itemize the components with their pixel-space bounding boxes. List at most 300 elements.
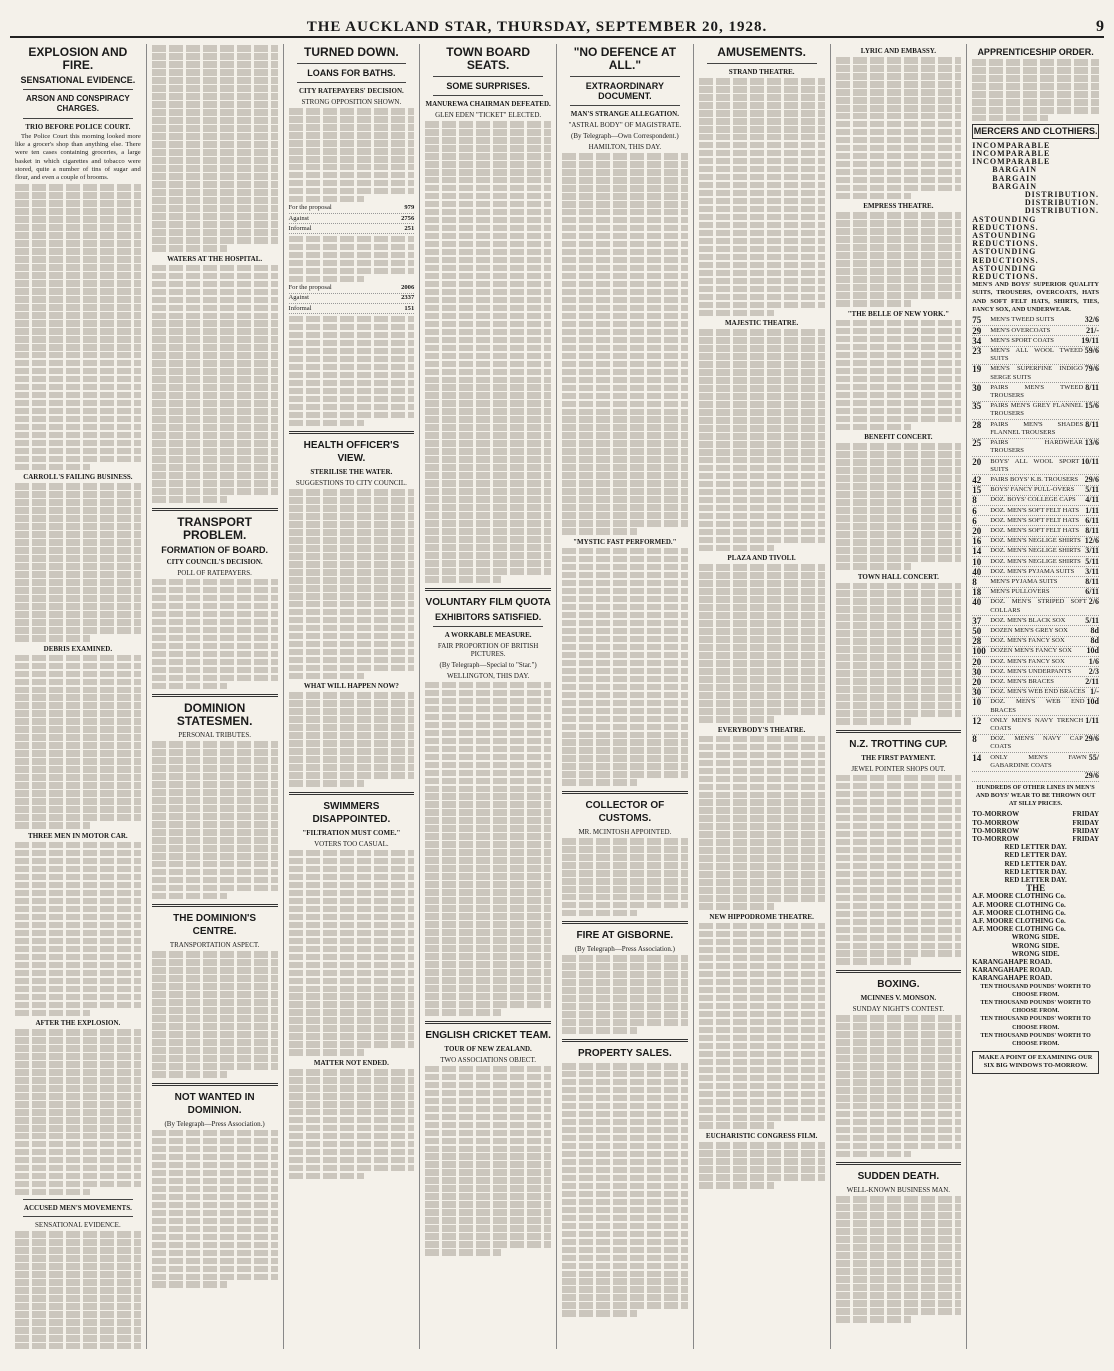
ad-item-desc: DOZ. MEN'S FANCY SOX <box>990 637 1065 645</box>
body-text-line <box>289 180 415 187</box>
body-text-line <box>425 762 551 769</box>
body-text-line <box>836 1308 962 1315</box>
body-text-line <box>152 384 278 391</box>
body-text-line <box>699 971 825 978</box>
body-text-line <box>699 409 825 416</box>
body-text-line <box>699 588 825 595</box>
body-text-line <box>15 1010 90 1017</box>
body-text-line <box>562 225 688 232</box>
body-text-line <box>15 710 141 717</box>
body-text-line <box>836 1196 962 1203</box>
body-text-line <box>15 1077 141 1084</box>
ad-item-desc: DOZEN MEN'S FANCY SOX <box>990 647 1072 655</box>
headline-amusements: AMUSEMENTS. <box>717 45 806 59</box>
body-text-line <box>152 861 278 868</box>
body-text-line <box>836 823 962 830</box>
section-carroll: CARROLL'S FAILING BUSINESS. <box>23 473 133 482</box>
body-text-line <box>425 456 551 463</box>
section-debris: DEBRIS EXAMINED. <box>43 644 113 653</box>
body-text-line <box>699 206 825 213</box>
ad-item <box>972 420 1099 438</box>
body-text-line <box>15 898 141 905</box>
ad-item-price: 21/- <box>1086 325 1099 335</box>
body-text-line <box>699 744 825 751</box>
body-text-line <box>836 244 962 251</box>
body-text-line <box>152 101 278 108</box>
body-text-line <box>425 416 551 423</box>
body-text-line <box>699 449 825 456</box>
body-text-line <box>562 620 688 627</box>
body-text-line <box>152 488 278 495</box>
body-text-line <box>699 537 825 544</box>
body-text-line <box>15 200 141 207</box>
body-text-line <box>836 1119 962 1126</box>
body-text-line <box>15 1141 141 1148</box>
body-text-line <box>836 622 962 629</box>
body-text-line <box>699 620 825 627</box>
body-text-line <box>562 987 688 994</box>
body-text-line <box>15 192 141 199</box>
ad-item-price: 6/11 <box>1085 587 1099 597</box>
body-text-line <box>152 265 278 272</box>
poll-label: Against <box>288 294 310 302</box>
body-text-line <box>562 1079 688 1086</box>
body-text-line <box>562 971 688 978</box>
body-text-line <box>699 505 825 512</box>
ad-item <box>972 677 1099 687</box>
body-text-line <box>425 1249 500 1256</box>
headline-gisborne: FIRE AT GISBORNE. <box>576 930 674 942</box>
body-text-line <box>15 922 141 929</box>
body-text-line <box>562 1159 688 1166</box>
body-text-line <box>699 963 825 970</box>
ad-flag-line: KARANGAHAPE ROAD. <box>972 957 1052 966</box>
body-text-line <box>425 241 551 248</box>
body-text-line <box>152 1266 278 1273</box>
body-text-line <box>289 412 415 419</box>
body-text-line <box>425 464 551 471</box>
dateline-hamilton: HAMILTON, THIS DAY. <box>588 143 662 151</box>
subhead-poll: POLL OF RATEPAYERS. <box>177 568 252 577</box>
ad-item-desc: MEN'S ALL WOOL TWEED SUITS <box>990 347 1083 363</box>
body-text-line <box>15 288 141 295</box>
body-text-line <box>152 221 278 228</box>
body-text-line <box>289 641 415 648</box>
ad-item-qty: 28 <box>972 419 982 430</box>
body-text-line <box>699 831 825 838</box>
body-text-line <box>152 877 278 884</box>
body-text-line <box>289 561 415 568</box>
subhead-extraordinary: EXTRAORDINARY DOCUMENT. <box>585 81 664 101</box>
ad-item-desc: DOZ. MEN'S STRIPED SOFT COLLARS <box>990 598 1087 614</box>
body-text-line <box>562 716 688 723</box>
body-text-line <box>289 1157 415 1164</box>
body-text-line <box>425 480 551 487</box>
body-text-line <box>289 673 364 680</box>
body-text-line <box>699 433 825 440</box>
body-text-line <box>836 1063 962 1070</box>
body-text-line <box>562 1019 688 1026</box>
body-text-line <box>836 590 962 597</box>
headline-swimmers: SWIMMERS DISAPPOINTED. <box>312 800 391 825</box>
body-text-line <box>425 193 551 200</box>
body-text-line <box>699 134 825 141</box>
ad-item-desc: DOZ. MEN'S WEB END BRACES <box>990 698 1085 714</box>
body-text-line <box>15 224 141 231</box>
body-text-line <box>562 668 688 675</box>
headline-no-defence: "NO DEFENCE AT ALL." <box>573 45 677 72</box>
body-text-line <box>152 1023 278 1030</box>
body-text-line <box>15 416 141 423</box>
body-text-line <box>836 1071 962 1078</box>
body-text-line <box>836 630 962 637</box>
body-text-line <box>562 604 688 611</box>
body-text-line <box>699 923 825 930</box>
ad-item-price: 10/11 <box>1081 456 1099 466</box>
body-text-line <box>836 1228 962 1235</box>
body-text-line <box>15 360 141 367</box>
body-text-line <box>15 1231 141 1238</box>
body-text-line <box>289 1069 415 1076</box>
ad-item-qty: 18 <box>972 587 982 598</box>
body-text-line <box>562 512 688 519</box>
body-text-line <box>152 328 278 335</box>
body-text-line <box>425 1082 551 1089</box>
body-text-line <box>425 977 551 984</box>
body-text-line <box>699 222 825 229</box>
body-text-line <box>562 233 688 240</box>
body-text-line <box>699 393 825 400</box>
body-text-line <box>152 1186 278 1193</box>
ad-item <box>972 475 1099 485</box>
ad-item-desc: DOZ. MEN'S WEB END BRACES <box>990 688 1086 696</box>
body-text-line <box>836 638 962 645</box>
body-text-line <box>699 1059 825 1066</box>
subhead-mcinnes: MCINNES V. MONSON. <box>860 994 937 1003</box>
body-text-line <box>289 577 415 584</box>
body-text-line <box>699 337 825 344</box>
body-text-line <box>289 1033 415 1040</box>
body-text-line <box>562 747 688 754</box>
headline-transport: TRANSPORT PROBLEM. <box>177 514 252 542</box>
body-text-line <box>836 791 962 798</box>
ad-day: TO-MORROW <box>972 826 1020 835</box>
body-text-line <box>836 376 962 383</box>
body-text-line <box>425 289 551 296</box>
body-text-line <box>425 985 551 992</box>
body-text-line <box>152 595 278 602</box>
body-text-line <box>152 757 278 764</box>
body-text-line <box>15 758 141 765</box>
poll-label: For the proposal <box>288 284 332 292</box>
body-text-line <box>152 1031 278 1038</box>
body-text-line <box>699 1142 825 1149</box>
body-text-line <box>425 1106 551 1113</box>
body-text-line <box>425 488 551 495</box>
body-text-line <box>562 385 688 392</box>
body-text-line <box>836 1143 962 1150</box>
body-text-line <box>289 708 415 715</box>
body-text-line <box>562 1103 688 1110</box>
body-text-line <box>15 970 141 977</box>
body-text-line <box>562 1183 688 1190</box>
body-text-line <box>836 839 962 846</box>
body-text-line <box>699 1166 825 1173</box>
body-text-line <box>425 408 551 415</box>
body-text-line <box>289 348 415 355</box>
body-text-line <box>289 898 415 905</box>
body-text-line <box>152 1071 227 1078</box>
body-text-line <box>289 692 415 699</box>
body-text-line <box>562 1247 688 1254</box>
body-text-line <box>562 409 688 416</box>
body-text-line <box>289 260 415 267</box>
body-text-line <box>152 1146 278 1153</box>
body-text-line <box>699 716 774 723</box>
body-text-line <box>699 1107 825 1114</box>
body-text-line <box>699 736 825 743</box>
body-text-line <box>836 320 962 327</box>
body-text-line <box>289 545 415 552</box>
ad-flag-line: A.F. MOORE CLOTHING Co. <box>972 892 1066 901</box>
body-text-line <box>972 67 1099 74</box>
body-text-line <box>15 320 141 327</box>
body-text-line <box>152 109 278 116</box>
body-text-line <box>562 979 688 986</box>
body-text-line <box>152 376 278 383</box>
body-text-line <box>152 821 278 828</box>
headline-property: PROPERTY SALES. <box>578 1047 672 1059</box>
body-text-line <box>289 617 415 624</box>
body-text-line <box>152 667 278 674</box>
ad-item <box>972 598 1099 616</box>
body-text-line <box>699 262 825 269</box>
body-text-line <box>836 606 962 613</box>
body-text-line <box>699 1027 825 1034</box>
body-text-line <box>152 117 278 124</box>
ad-item-qty: 10 <box>972 556 982 567</box>
ad-word: ASTOUNDING REDUCTIONS. <box>972 230 1039 249</box>
body-text-line <box>425 496 551 503</box>
body-text-line <box>699 684 825 691</box>
ad-item <box>972 557 1099 567</box>
ad-item <box>972 402 1099 420</box>
subhead-business-man: WELL-KNOWN BUSINESS MAN. <box>846 1186 950 1195</box>
body-text-line <box>836 1039 962 1046</box>
body-text-line <box>289 156 415 163</box>
theatre-everybodys: EVERYBODY'S THEATRE. <box>717 725 806 734</box>
body-text-line <box>425 313 551 320</box>
body-text-line <box>699 799 825 806</box>
subhead-opposition: STRONG OPPOSITION SHOWN. <box>301 98 402 106</box>
ad-item-qty: 30 <box>972 666 982 677</box>
body-text-line <box>699 847 825 854</box>
body-text-line <box>425 905 551 912</box>
body-text-line <box>836 515 962 522</box>
headline-centre: THE DOMINION'S CENTRE. <box>173 913 257 938</box>
body-text-line <box>562 548 688 555</box>
body-text-line <box>152 1242 278 1249</box>
ad-item-desc: DOZ. MEN'S NEGLIGE SHIRTS <box>990 537 1081 545</box>
body-text-line <box>15 1061 141 1068</box>
body-text-line <box>836 161 962 168</box>
theatre-strand: STRAND THEATRE. <box>728 68 795 76</box>
ad-item-price: 1/- <box>1090 687 1099 697</box>
subhead-accused: ACCUSED MEN'S MOVEMENTS. <box>23 1204 132 1213</box>
body-text-line <box>152 749 278 756</box>
ad-item-qty: 40 <box>972 566 982 577</box>
ad-item-desc: PAIRS MEN'S SHADES FLANNEL TROUSERS <box>990 420 1084 436</box>
subhead-workable: A WORKABLE MEASURE. <box>444 630 532 639</box>
body-text-line <box>836 1111 962 1118</box>
body-text-line <box>152 197 278 204</box>
ad-flag-line: RED LETTER DAY. <box>1004 843 1067 852</box>
subhead-council: CITY COUNCIL'S DECISION. <box>166 557 263 566</box>
ad-incomparable <box>972 142 1099 167</box>
body-text-line <box>152 496 227 503</box>
masthead-title: THE AUCKLAND STAR, THURSDAY, SEPTEMBER 20, 1928. <box>306 19 768 35</box>
body-text-line <box>289 420 364 427</box>
body-text-line <box>699 545 774 552</box>
body-text-line <box>562 732 688 739</box>
subhead-payment: THE FIRST PAYMENT. <box>861 753 936 762</box>
body-text-line <box>562 1119 688 1126</box>
body-text-line <box>836 360 962 367</box>
ad-item-desc <box>988 772 1085 780</box>
body-text-line <box>15 822 90 829</box>
body-text-line <box>425 560 551 567</box>
body-text-line <box>289 748 415 755</box>
ad-item-qty: 100 <box>972 646 986 657</box>
body-text-line <box>289 993 415 1000</box>
body-text-line <box>289 268 415 275</box>
body-text-line <box>289 364 415 371</box>
body-text-line <box>289 1017 415 1024</box>
body-text-line <box>699 182 825 189</box>
body-text-line <box>425 841 551 848</box>
body-text-line <box>15 1093 141 1100</box>
column-3 <box>284 44 421 1349</box>
body-text-line <box>289 396 415 403</box>
body-text-line <box>562 1207 688 1214</box>
poll-label: Against <box>288 214 310 222</box>
ad-item-qty: 6 <box>972 505 977 516</box>
ad-astounding <box>972 216 1099 282</box>
body-text-line <box>15 1125 141 1132</box>
body-text-line <box>152 313 278 320</box>
body-text-line <box>289 585 415 592</box>
ad-item-qty: 16 <box>972 536 982 547</box>
body-text-line <box>152 1007 278 1014</box>
ad-item-qty: 23 <box>972 346 982 357</box>
ad-flag-line: A.F. MOORE CLOTHING Co. <box>972 908 1066 917</box>
body-text-line <box>972 115 1048 122</box>
ad-item <box>972 537 1099 547</box>
subhead-jewel: JEWEL POINTER SHOPS OUT. <box>851 764 946 773</box>
body-text-line <box>562 1191 688 1198</box>
body-text-line <box>152 392 278 399</box>
subhead-trio: TRIO BEFORE POLICE COURT. <box>25 123 131 131</box>
body-text-line <box>152 959 278 966</box>
body-text-line <box>289 513 415 520</box>
body-text-line <box>562 1027 637 1034</box>
ad-item-price: 8d <box>1090 636 1099 646</box>
ad-item-price: 59/6 <box>1084 346 1099 356</box>
ad-item-qty: 25 <box>972 438 982 449</box>
body-text-line <box>15 1109 141 1116</box>
section-mystic: "MYSTIC FAST PERFORMED." <box>573 537 677 546</box>
body-text-line <box>836 300 911 307</box>
poll-value: 151 <box>404 304 415 312</box>
body-text-line <box>836 1236 962 1243</box>
body-text-line <box>152 975 278 982</box>
ad-item-price: 4/11 <box>1085 495 1099 505</box>
body-text-line <box>152 1281 227 1288</box>
body-text-line <box>152 273 278 280</box>
body-text-line <box>15 914 141 921</box>
body-text-line <box>836 97 962 104</box>
body-text-line <box>836 105 962 112</box>
poll-row <box>289 204 415 214</box>
body-text-line <box>152 141 278 148</box>
body-text-line <box>15 280 141 287</box>
body-text-line <box>15 208 141 215</box>
body-text-line <box>836 1204 962 1211</box>
body-text-line <box>699 895 825 902</box>
credit-special: (By Telegraph—Special to "Star.") <box>439 660 537 669</box>
body-text-line <box>699 564 825 571</box>
body-text-line <box>15 1303 141 1310</box>
body-text-line <box>836 1220 962 1227</box>
body-text-line <box>699 839 825 846</box>
ad-item-price: 10d <box>1086 646 1099 656</box>
body-text-line <box>152 773 278 780</box>
body-text-line <box>15 1029 141 1036</box>
body-text-line <box>425 544 551 551</box>
columns <box>10 44 1104 1349</box>
body-text-line <box>836 523 962 530</box>
headline-trotting: N.Z. TROTTING CUP. <box>849 738 948 750</box>
body-text-line <box>836 783 962 790</box>
body-text-line <box>699 246 825 253</box>
body-text-line <box>152 1226 278 1233</box>
body-text-line <box>699 871 825 878</box>
body-text-line <box>15 850 141 857</box>
body-text-line <box>152 305 278 312</box>
body-text-line <box>562 763 688 770</box>
body-text-line <box>289 1093 415 1100</box>
ad-friday <box>1036 810 1099 843</box>
body-text-line <box>425 512 551 519</box>
ad-item-desc: DOZ. MEN'S PYJAMA SUITS <box>990 567 1075 575</box>
body-text-line <box>152 627 278 634</box>
body-text-line <box>425 1201 551 1208</box>
body-text-line <box>425 129 551 136</box>
body-text-line <box>15 256 141 263</box>
body-text-line <box>562 321 688 328</box>
body-text-line <box>289 276 364 283</box>
body-text-line <box>562 1151 688 1158</box>
ad-item-desc: ONLY MEN'S FAWN GABARDINE COATS <box>990 753 1087 769</box>
body-text-line <box>699 214 825 221</box>
body-text-line <box>562 289 688 296</box>
ad-item <box>972 735 1099 753</box>
body-text-line <box>836 1252 962 1259</box>
headline-film-quota: VOLUNTARY FILM QUOTA <box>425 596 551 608</box>
body-text-line <box>289 890 415 897</box>
body-text-line <box>425 1209 551 1216</box>
body-text-line <box>562 636 688 643</box>
